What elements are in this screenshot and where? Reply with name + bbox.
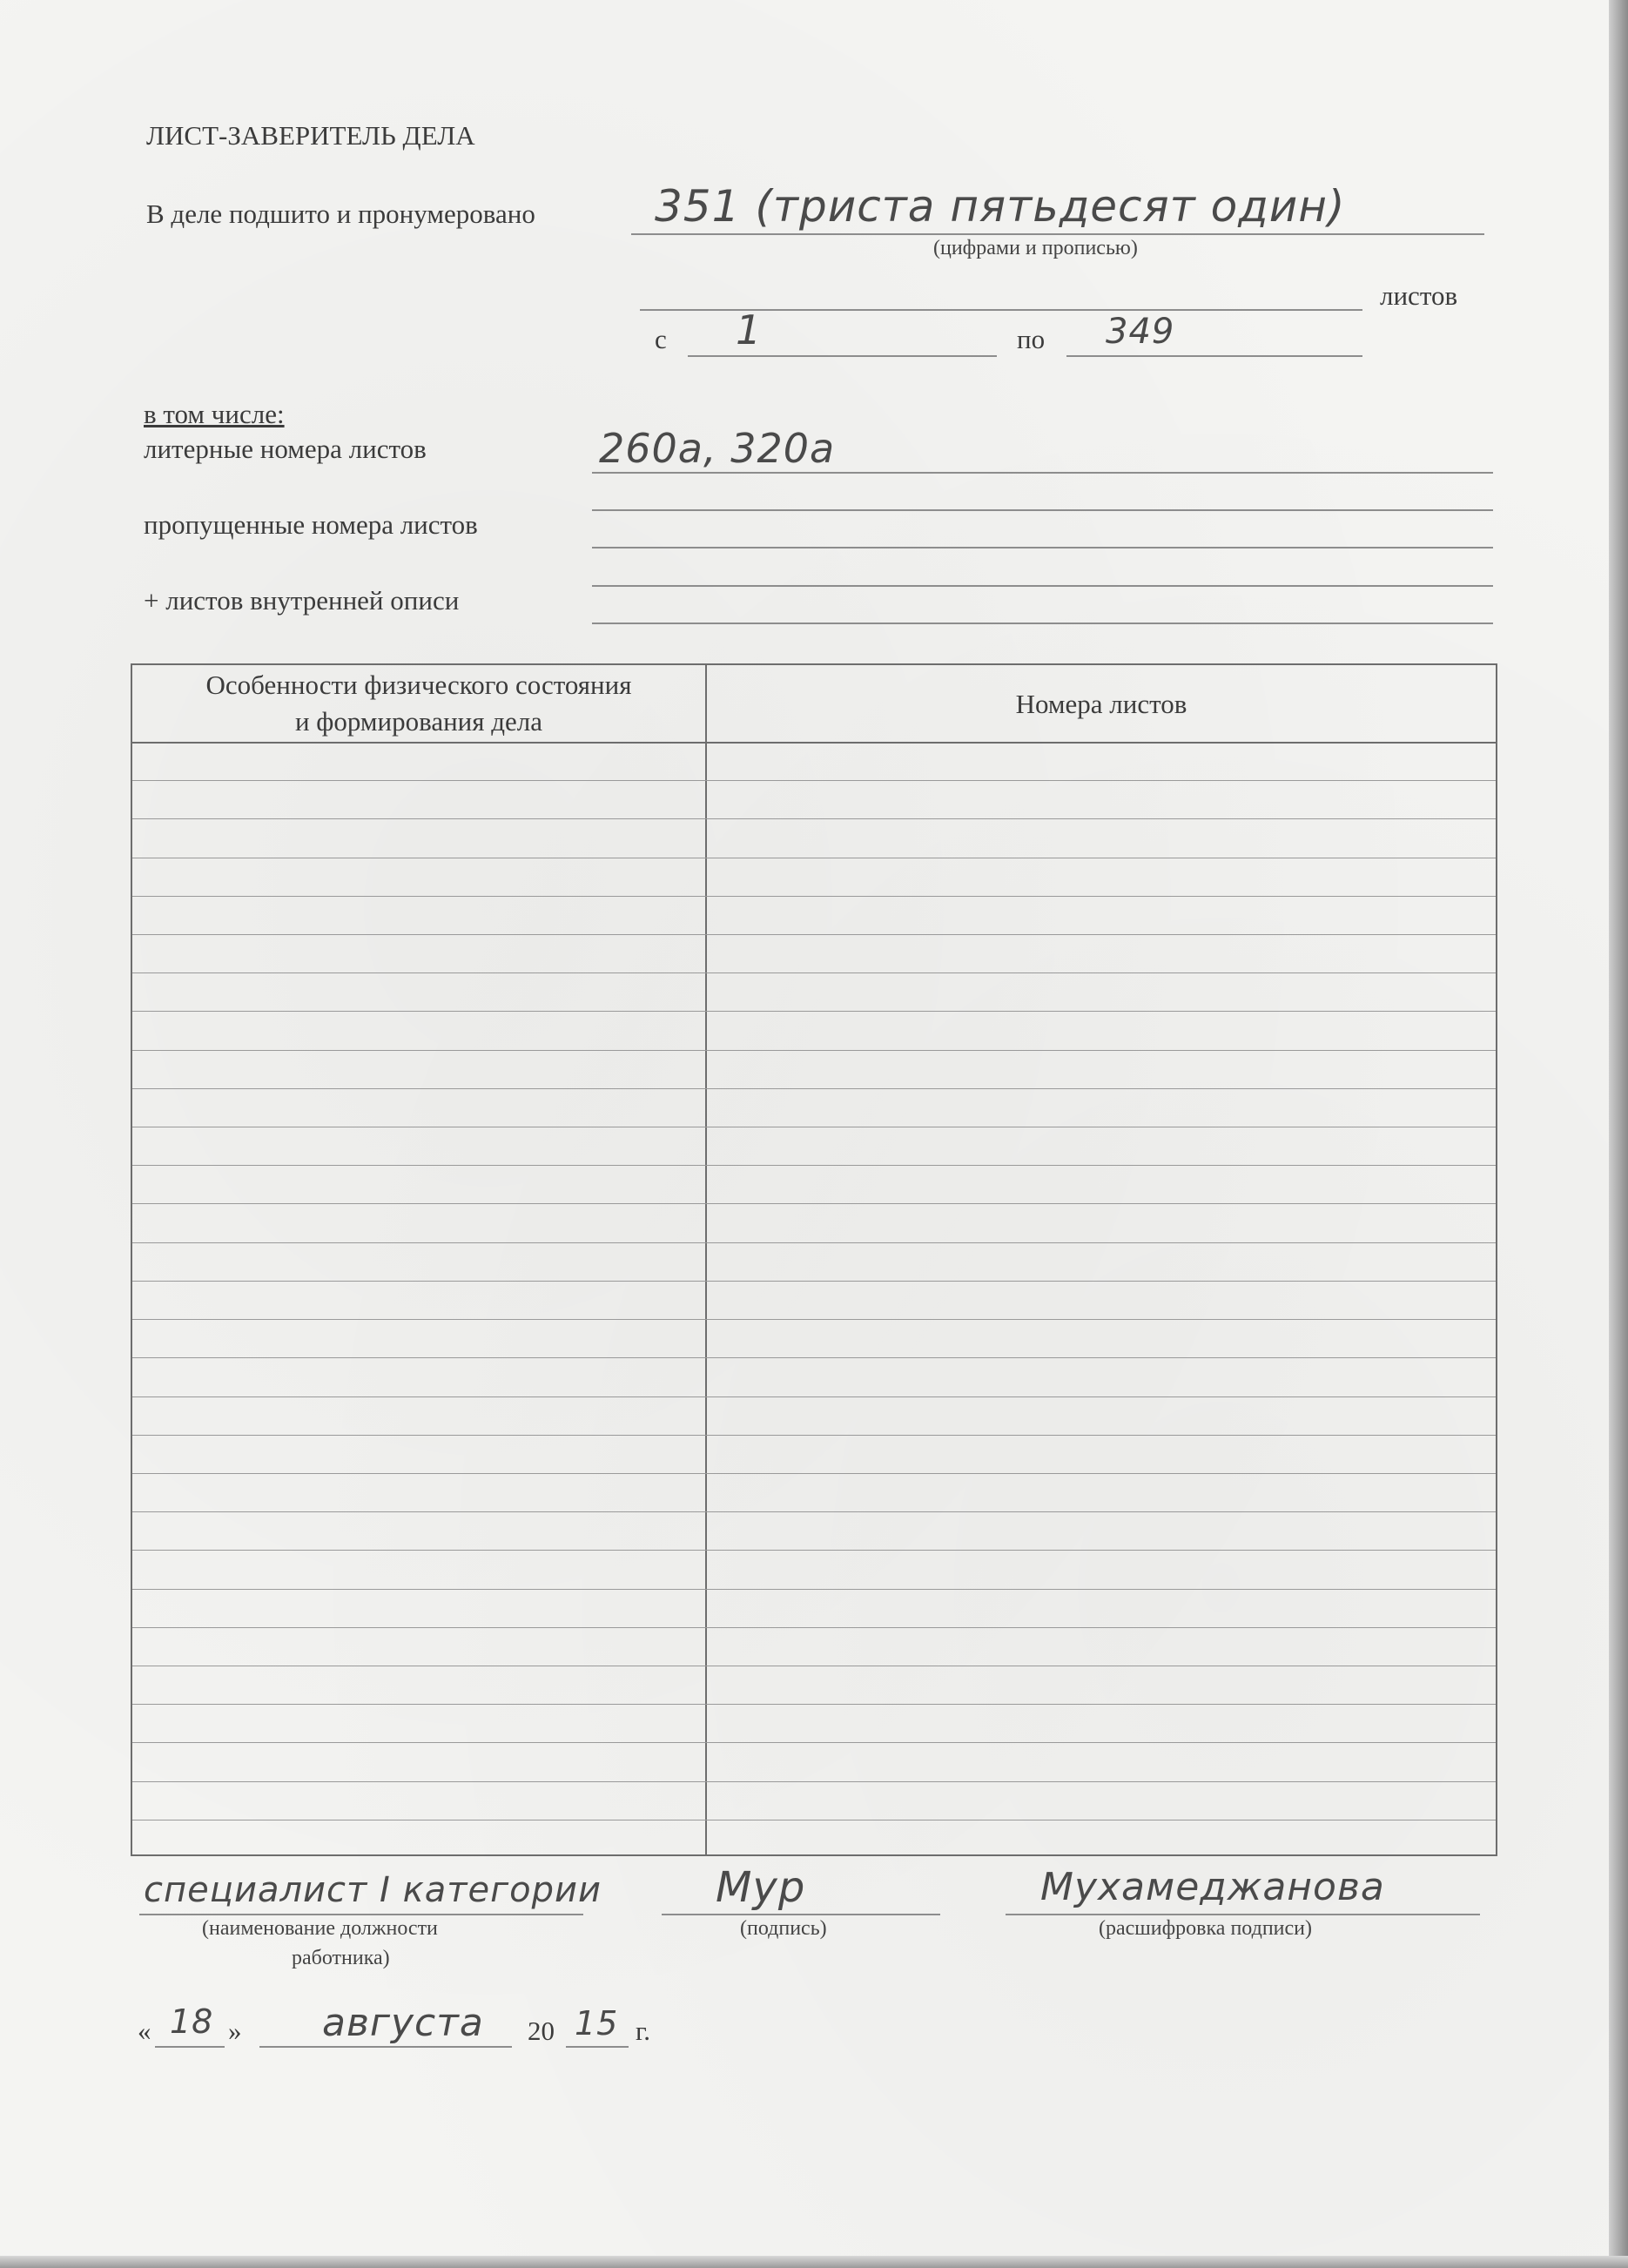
letter-value: 260а, 320а: [599, 425, 836, 472]
missing-label: пропущенные номера листов: [144, 509, 478, 540]
table-row: [132, 1511, 1496, 1512]
decode-value: Мухамеджанова: [1040, 1865, 1385, 1909]
missing-line: [592, 547, 1493, 548]
date-day: 18: [170, 2002, 214, 2041]
from-value: 1: [736, 306, 763, 353]
col1-header-line1: Особенности физического состояния: [205, 670, 632, 700]
sewn-value: 351 (триста пятьдесят один): [655, 181, 1346, 232]
signature-hint: (подпись): [740, 1917, 827, 1940]
decode-line: [1006, 1914, 1480, 1915]
table-row: [132, 1435, 1496, 1436]
sewn-hint: (цифрами и прописью): [933, 237, 1138, 259]
letter-line-2: [592, 509, 1493, 511]
condition-table: [131, 663, 1497, 1856]
position-hint-1: (наименование должности: [202, 1917, 438, 1940]
table-row: [132, 1781, 1496, 1782]
table-row: [132, 1396, 1496, 1397]
table-row: [132, 1242, 1496, 1243]
decode-hint: (расшифровка подписи): [1099, 1917, 1312, 1940]
sheets-label: листов: [1380, 280, 1458, 311]
date-year-end: г.: [636, 2016, 650, 2046]
date-year-prefix: 20: [528, 2016, 555, 2046]
table-row: [132, 1742, 1496, 1743]
table-row: [132, 934, 1496, 935]
table-row: [132, 1050, 1496, 1051]
position-value: специалист I категории: [144, 1870, 602, 1910]
date-open-quote: «: [138, 2016, 151, 2046]
date-day-line: [155, 2046, 225, 2048]
sewn-label: В деле подшито и пронумеровано: [146, 199, 535, 229]
position-line: [139, 1914, 583, 1915]
table-row: [132, 818, 1496, 819]
table-row: [132, 1550, 1496, 1551]
table-row: [132, 1088, 1496, 1089]
position-hint-2: работника): [292, 1947, 390, 1969]
sewn-value-line: [631, 233, 1484, 235]
table-row: [132, 1473, 1496, 1474]
date-month-line: [259, 2046, 512, 2048]
inventory-label: + листов внутренней описи: [144, 585, 460, 616]
table-row: [132, 1357, 1496, 1358]
scan-right-edge: [1609, 0, 1628, 2268]
date-month: августа: [322, 2001, 484, 2045]
date-year-line: [566, 2046, 629, 2048]
table-row: [132, 1165, 1496, 1166]
to-value: 349: [1106, 312, 1175, 352]
table-row: [132, 1589, 1496, 1590]
table-row: [132, 1704, 1496, 1705]
table-row: [132, 780, 1496, 781]
col1-header: [132, 667, 705, 740]
including-label: в том числе:: [144, 399, 285, 429]
to-line: [1066, 355, 1362, 357]
missing-line-2: [592, 585, 1493, 587]
letter-label: литерные номера листов: [144, 434, 427, 464]
document-title: ЛИСТ-ЗАВЕРИТЕЛЬ ДЕЛА: [146, 120, 475, 151]
date-year-suffix: 15: [575, 2004, 619, 2043]
col1-header-line2: и формирования дела: [294, 706, 543, 737]
inventory-line: [592, 623, 1493, 624]
signature-value: Мур: [716, 1863, 806, 1912]
from-label: с: [655, 324, 667, 354]
table-row: [132, 1281, 1496, 1282]
table-row: [132, 972, 1496, 973]
from-line: [688, 355, 997, 357]
table-row: [132, 1011, 1496, 1012]
table-row: [132, 1203, 1496, 1204]
table-row: [132, 1319, 1496, 1320]
scan-bottom-edge: [0, 2256, 1628, 2268]
date-close-quote: »: [228, 2016, 242, 2046]
to-label: по: [1017, 324, 1046, 354]
table-rows: [132, 742, 1496, 1858]
letter-line: [592, 472, 1493, 474]
signature-line: [662, 1914, 940, 1915]
table-row: [132, 896, 1496, 897]
table-row: [132, 1627, 1496, 1628]
col2-header: Номера листов: [1015, 689, 1187, 719]
